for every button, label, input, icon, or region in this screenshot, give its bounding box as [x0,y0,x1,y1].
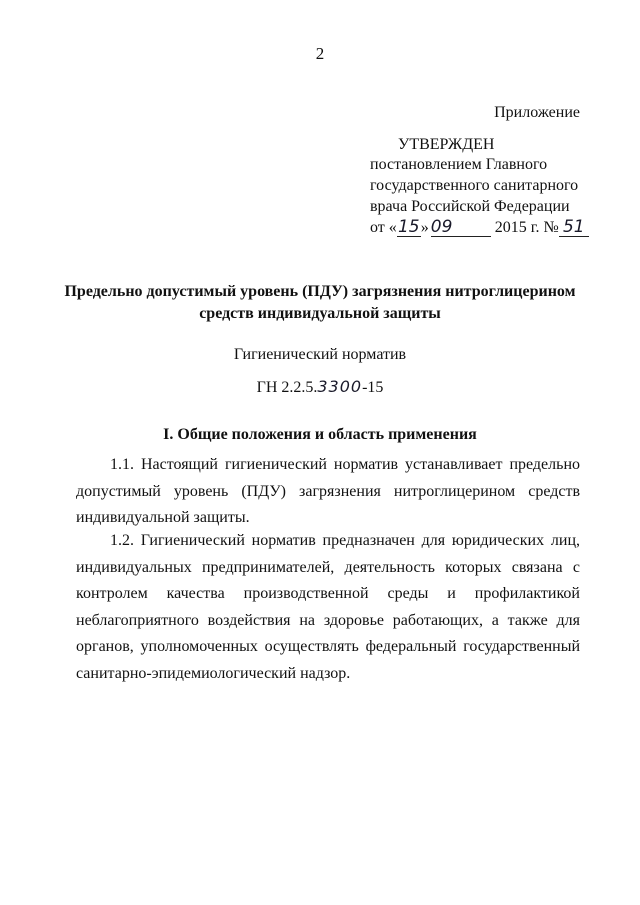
section-heading: I. Общие положения и область применения [163,426,477,443]
approval-line-3: врача Российской Федерации [370,198,570,215]
document-title [0,281,640,325]
date-year: 2015 г. [494,219,540,236]
handwritten-day: 15 [397,217,420,237]
paragraph-1-2: 1.2. Гигиенический норматив предназначен для юридических лиц, индивидуальных предпринимателей, деятельность которых связана с контролем качества производственной среды и профилактикой неблагоприятного воздействия на здоровье работающих, а также для органов, уполномоченных осуществлять федеральный государственный санитарно-эпидемиологический надзор. [76,532,580,682]
paragraph-1-1: 1.1. Настоящий гигиенический норматив устанавливает предельно допустимый уровень (ПДУ) загрязнения нитроглицерином средств индивидуальной защиты. [76,456,580,526]
approval-line-1: постановлением Главного [370,156,548,173]
appendix-label: Приложение [494,104,580,121]
title-line-1: Предельно допустимый уровень (ПДУ) загрязнения нитроглицерином [64,283,576,300]
approval-block [370,154,589,238]
handwritten-month: 09 [431,218,491,237]
norm-code-suffix: -15 [362,379,384,396]
handwritten-norm-number: 3300 [317,377,363,396]
norm-code-prefix: ГН 2.2.5. [256,379,318,396]
date-prefix: от « [370,219,397,236]
approval-line-2: государственного санитарного [370,177,579,194]
number-prefix: № [543,219,559,236]
approved-stamp-heading: УТВЕРЖДЕН [398,136,495,153]
title-line-2: средств индивидуальной защиты [199,305,441,322]
page-number: 2 [315,44,325,63]
handwritten-decree-number: 51 [559,218,589,237]
date-mid: » [420,219,429,236]
norm-type: Гигиенический норматив [233,346,407,363]
approval-date-line [370,217,589,238]
norm-code [0,378,640,397]
